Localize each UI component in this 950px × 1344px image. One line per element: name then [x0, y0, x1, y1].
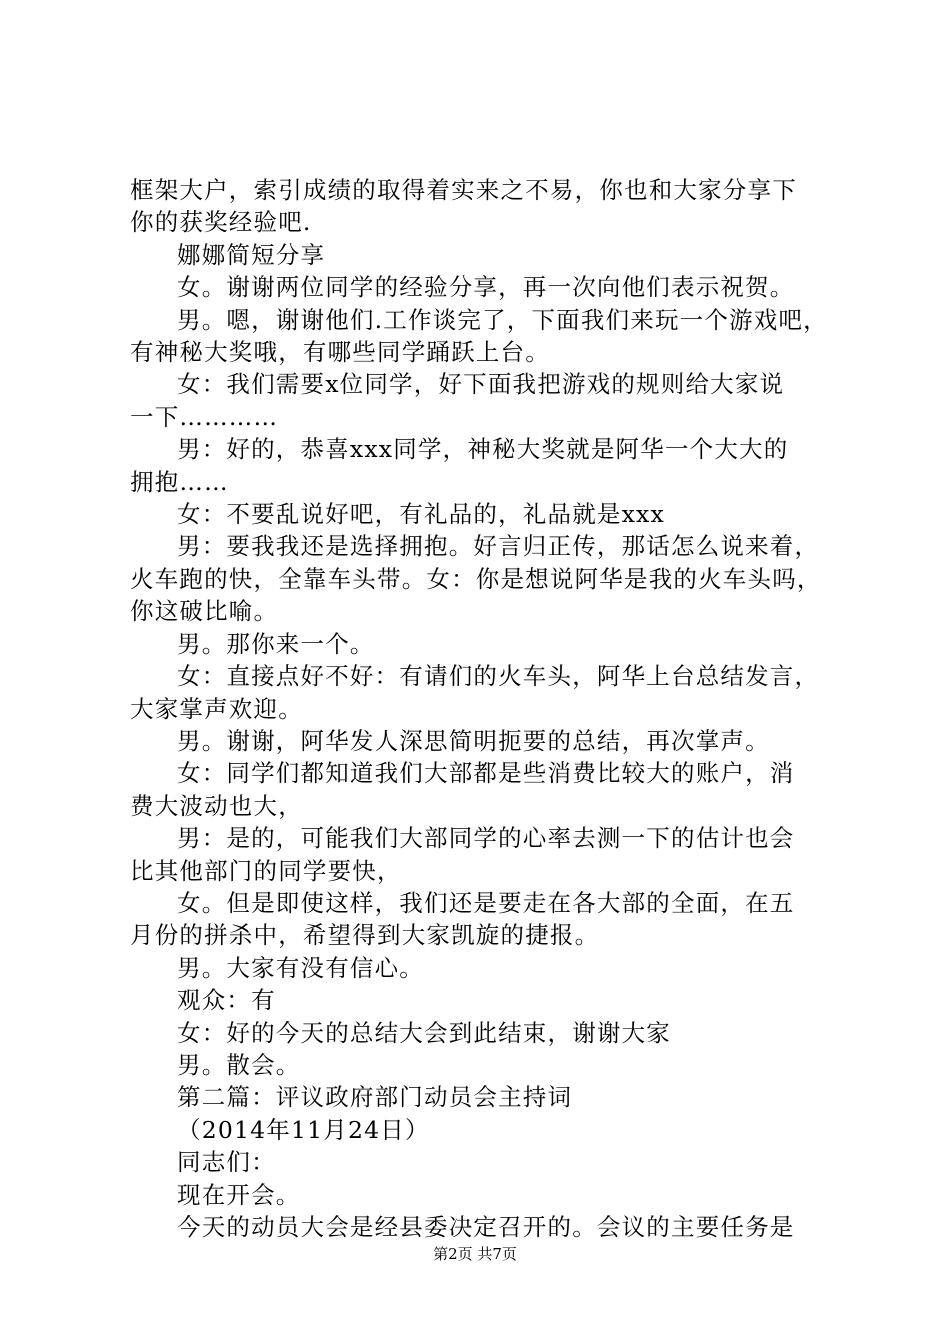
text-line: 火车跑的快，全靠车头带。女：你是想说阿华是我的火车头吗， [130, 564, 822, 593]
text-line: 男。谢谢，阿华发人深思简明扼要的总结，再次掌声。 [177, 726, 770, 755]
text-line: 观众：有 [177, 986, 276, 1015]
text-line: 女。但是即使这样，我们还是要走在各大部的全面，在五 [177, 888, 795, 917]
text-line: 大家掌声欢迎。 [130, 694, 303, 723]
text-line: 男。嗯，谢谢他们.工作谈完了，下面我们来玩一个游戏吧， [177, 305, 828, 334]
text-line: 男。那你来一个。 [177, 629, 375, 658]
text-line: 现在开会。 [177, 1180, 301, 1209]
text-line: 女：我们需要x位同学，好下面我把游戏的规则给大家说 [177, 370, 785, 399]
text-line: 女：不要乱说好吧，有礼品的，礼品就是xxx [177, 500, 665, 529]
text-line: 第二篇：评议政府部门动员会主持词 [177, 1083, 573, 1112]
text-line: 月份的拼杀中，希望得到大家凯旋的捷报。 [130, 921, 600, 950]
page-footer: 第2页 共7页 [433, 1245, 517, 1263]
text-line: 拥抱…… [130, 467, 229, 496]
text-line: 男：是的，可能我们大部同学的心率去测一下的估计也会 [177, 824, 795, 853]
text-line: 男：要我我还是选择拥抱。好言归正传，那话怎么说来着， [177, 532, 820, 561]
text-line: 今天的动员大会是经县委决定召开的。会议的主要任务是 [177, 1213, 795, 1241]
text-line: 娜娜简短分享 [177, 240, 326, 269]
text-line: 男。大家有没有信心。 [177, 953, 424, 982]
text-line: 一下………… [130, 402, 279, 431]
text-line: 同志们： [177, 1148, 276, 1177]
document-body [130, 174, 835, 1243]
text-line: 有神秘大奖哦，有哪些同学踊跃上台。 [130, 338, 550, 367]
text-line: 比其他部门的同学要快， [130, 856, 402, 885]
text-line: 女。谢谢两位同学的经验分享，再一次向他们表示祝贺。 [177, 273, 795, 302]
text-line: 费大波动也大， [130, 791, 303, 820]
text-line: 男。散会。 [177, 1050, 301, 1079]
text-line: 女：好的今天的总结大会到此结束，谢谢大家 [177, 1018, 671, 1047]
text-line: 男：好的，恭喜xxx同学，神秘大奖就是阿华一个大大的 [177, 435, 789, 464]
text-line: 你的获奖经验吧. [130, 208, 312, 237]
text-line: （2014年11月24日） [177, 1115, 430, 1144]
text-line: 你这破比喻。 [130, 597, 279, 626]
text-line: 女：同学们都知道我们大部都是些消费比较大的账户，消 [177, 759, 795, 788]
text-line: 框架大户，索引成绩的取得着实来之不易，你也和大家分享下 [130, 176, 797, 204]
text-line: 女：直接点好不好：有请们的火车头，阿华上台总结发言， [177, 662, 820, 691]
